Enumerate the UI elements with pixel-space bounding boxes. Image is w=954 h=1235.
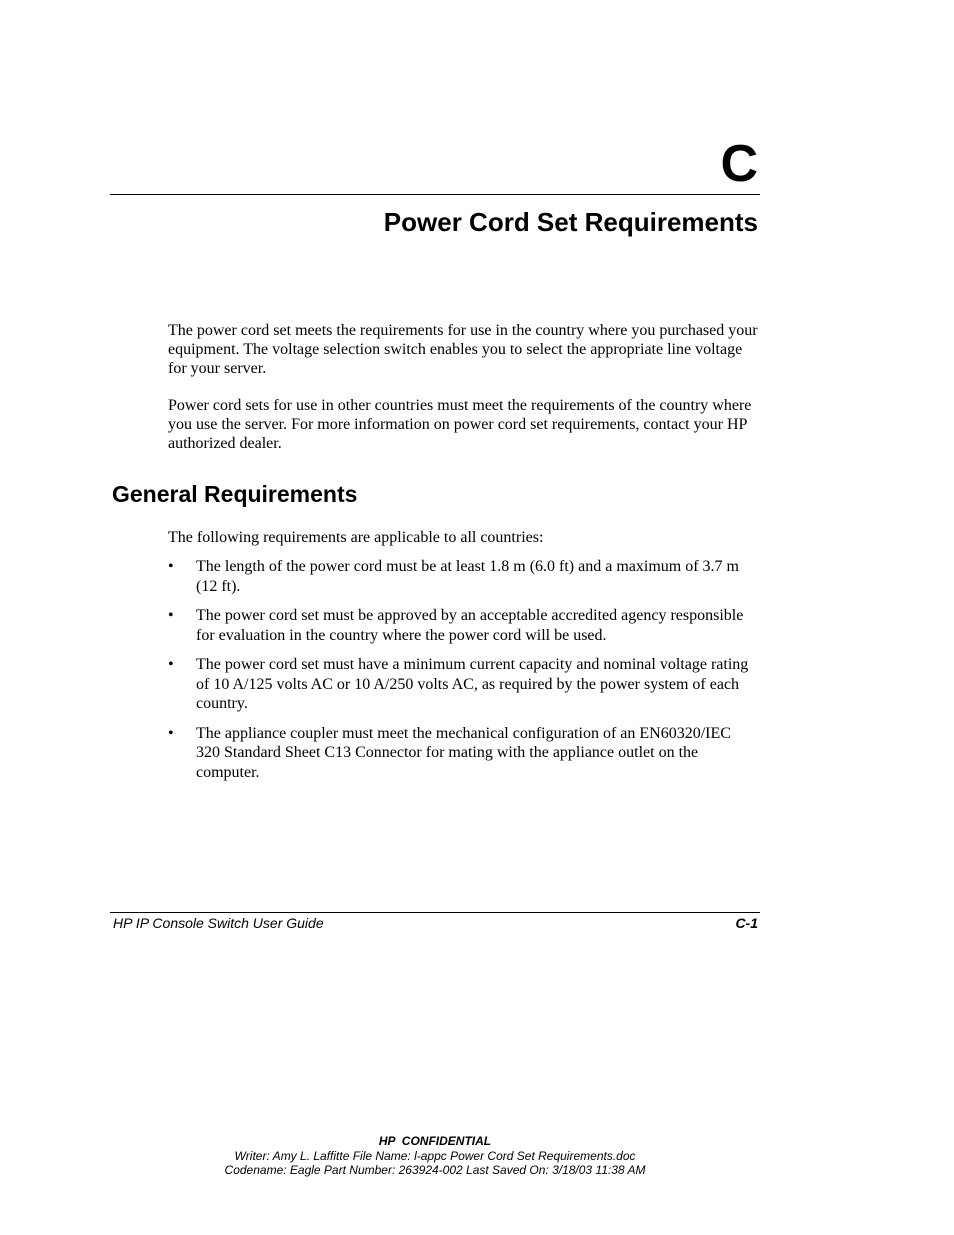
section-intro: The following requirements are applicable to all countries: bbox=[168, 529, 544, 546]
list-item bbox=[168, 557, 758, 596]
confidential-codename-line: Codename: Eagle Part Number: 263924-002 Last Saved On: 3/18/03 11:38 AM bbox=[224, 1163, 646, 1177]
footer-divider bbox=[110, 912, 760, 913]
list-item-text: The power cord set must have a minimum current capacity and nominal voltage rating of 10 A/125 volts AC or 10 A/250 volts AC, as required by the power system of each country. bbox=[196, 656, 749, 712]
confidential-writer-line: Writer: Amy L. Laffitte File Name: l-appc Power Cord Set Requirements.doc bbox=[234, 1149, 636, 1163]
bullet-icon: • bbox=[168, 607, 174, 624]
confidential-label: HP CONFIDENTIAL bbox=[378, 1134, 492, 1148]
chapter-letter: C bbox=[720, 135, 758, 193]
requirements-list bbox=[168, 557, 758, 792]
footer-page-number: C-1 bbox=[735, 915, 758, 931]
list-item-text: The power cord set must be approved by an acceptable accredited agency responsible for evaluation in the country where the power cord will be used. bbox=[196, 607, 744, 644]
bullet-icon: • bbox=[168, 656, 174, 673]
bullet-icon: • bbox=[168, 558, 174, 575]
list-item-text: The length of the power cord must be at least 1.8 m (6.0 ft) and a maximum of 3.7 m (12 ft). bbox=[196, 558, 739, 595]
intro-paragraph-2: Power cord sets for use in other countries must meet the requirements of the country where you use the server. For more information on power cord set requirements, contact your HP authorized dealer. bbox=[168, 397, 752, 452]
footer-guide-title: HP IP Console Switch User Guide bbox=[113, 915, 324, 931]
chapter-divider bbox=[110, 194, 760, 195]
list-item-text: The appliance coupler must meet the mechanical configuration of an EN60320/IEC 320 Standard Sheet C13 Connector for mating with the appliance outlet on the computer. bbox=[196, 724, 731, 781]
chapter-title: Power Cord Set Requirements bbox=[383, 207, 758, 237]
list-item bbox=[168, 606, 758, 645]
section-heading: General Requirements bbox=[112, 481, 358, 507]
list-item bbox=[168, 724, 758, 783]
bullet-icon: • bbox=[168, 724, 174, 742]
intro-paragraph-1: The power cord set meets the requirements for use in the country where you purchased your equipment. The voltage selection switch enables you to select the appropriate line voltage for your server. bbox=[168, 322, 758, 377]
list-item bbox=[168, 655, 758, 714]
